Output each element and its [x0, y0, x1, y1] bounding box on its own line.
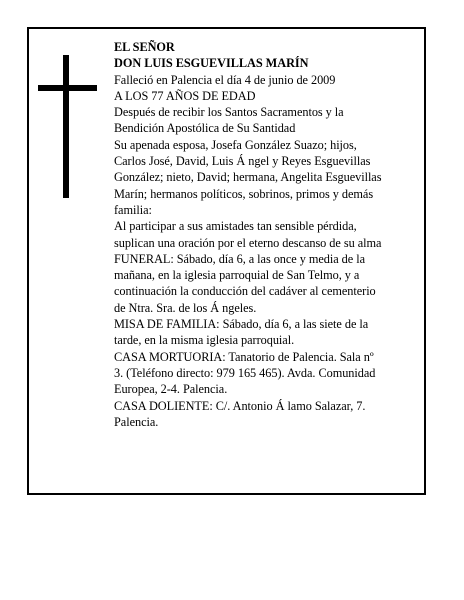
funeral-line: continuación la conducción del cadáver al cementerio [114, 284, 376, 299]
family-line: familia: [114, 202, 152, 217]
family-line: González; nieto, David; hermana, Angelita Esguevillas [114, 170, 382, 185]
obituary-text [114, 39, 412, 430]
family-line: Su apenada esposa, Josefa González Suazo; hijos, [114, 137, 357, 152]
funeral-home-line: CASA MORTUORIA: Tanatorio de Palencia. Sala nº [114, 349, 374, 364]
funeral-line: de Ntra. Sra. de los Á ngeles. [114, 300, 257, 315]
funeral-line: mañana, en la iglesia parroquial de San Telmo, y a [114, 268, 360, 283]
sacraments-line: Después de recibir los Santos Sacramentos y la [114, 105, 344, 120]
cross-vertical-bar [63, 55, 69, 198]
family-home-line: Palencia. [114, 414, 159, 429]
family-mass-line: tarde, en la misma iglesia parroquial. [114, 333, 295, 348]
deceased-title: EL SEÑOR [114, 40, 175, 54]
family-home-line: CASA DOLIENTE: C/. Antonio Á lamo Salazar, 7. [114, 398, 366, 413]
family-line: Carlos José, David, Luis Á ngel y Reyes Esguevillas [114, 154, 371, 169]
prayer-request-line: Al participar a sus amistades tan sensible pérdida, [114, 219, 357, 234]
age-line: A LOS 77 AÑOS DE EDAD [114, 88, 256, 103]
family-mass-line: MISA DE FAMILIA: Sábado, día 6, a las siete de la [114, 317, 369, 332]
prayer-request-line: suplican una oración por el eterno descanso de su alma [114, 235, 382, 250]
funeral-home-line: Europea, 2-4. Palencia. [114, 382, 228, 397]
funeral-line: FUNERAL: Sábado, día 6, a las once y media de la [114, 251, 365, 266]
sacraments-line: Bendición Apostólica de Su Santidad [114, 121, 296, 136]
family-line: Marín; hermanos políticos, sobrinos, primos y demás [114, 186, 374, 201]
funeral-home-line: 3. (Teléfono directo: 979 165 465). Avda. Comunidad [114, 365, 376, 380]
deceased-name: DON LUIS ESGUEVILLAS MARÍN [114, 56, 309, 71]
cross-horizontal-bar [38, 85, 97, 91]
death-date-line: Falleció en Palencia el día 4 de junio de 2009 [114, 72, 336, 87]
